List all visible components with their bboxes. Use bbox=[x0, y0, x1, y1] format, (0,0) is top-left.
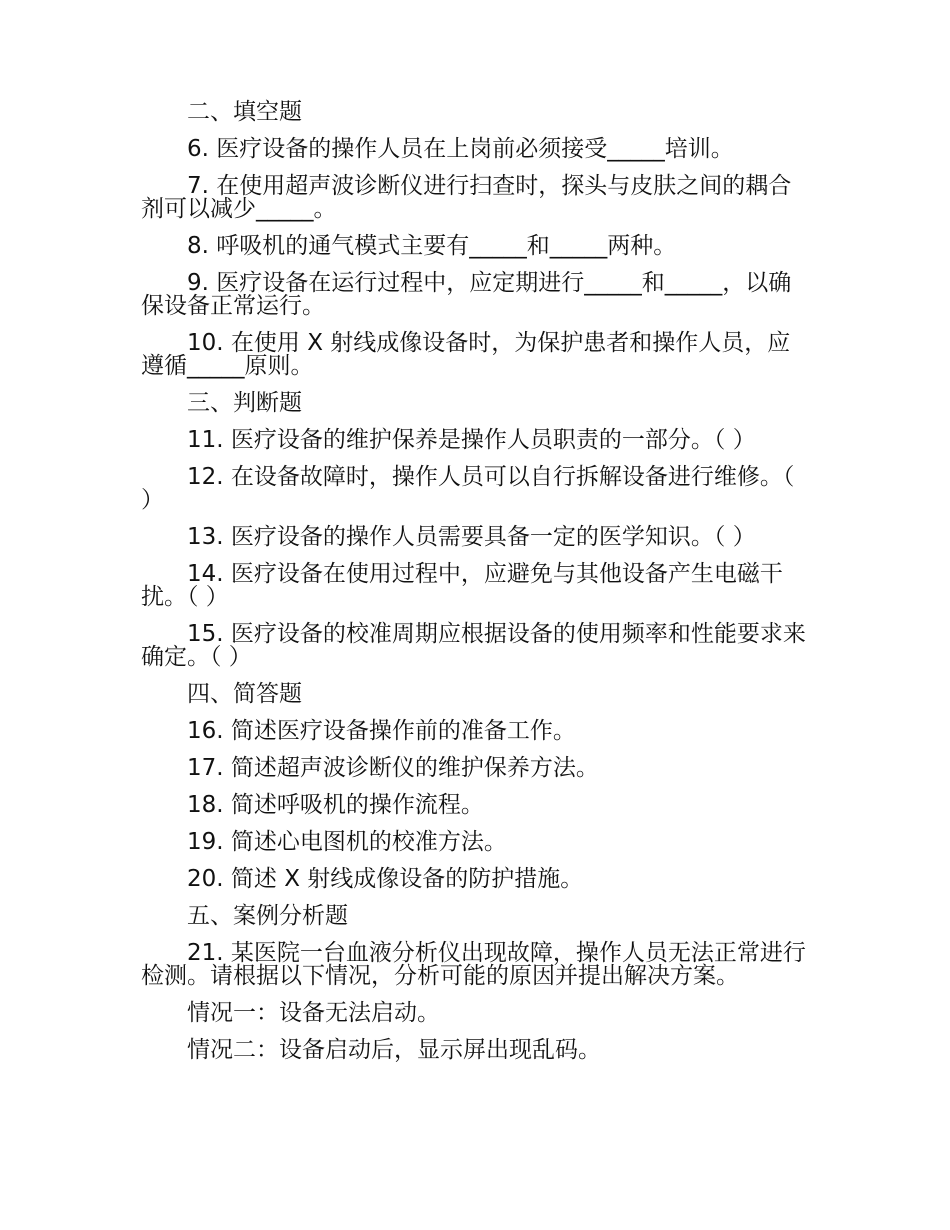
question-12: 12. 在设备故障时，操作人员可以自行拆解设备进行维修。（ ） bbox=[141, 464, 795, 513]
question-6: 6. 医疗设备的操作人员在上岗前必须接受_____培训。 bbox=[187, 136, 734, 162]
case-situation-2: 情况二：设备启动后，显示屏出现乱码。 bbox=[187, 1037, 601, 1063]
question-21: 21. 某医院一台血液分析仪出现故障，操作人员无法正常进行检测。请根据以下情况，分析可能的原因并提出解决方案。 bbox=[141, 940, 806, 989]
question-16: 16. 简述医疗设备操作前的准备工作。 bbox=[187, 718, 576, 744]
question-7: 7. 在使用超声波诊断仪进行扫查时，探头与皮肤之间的耦合剂可以减少_____。 bbox=[141, 173, 792, 222]
section-heading-short-answer: 四、简答题 bbox=[187, 681, 302, 707]
question-8: 8. 呼吸机的通气模式主要有_____和_____两种。 bbox=[187, 233, 677, 259]
question-17: 17. 简述超声波诊断仪的维护保养方法。 bbox=[187, 755, 599, 781]
question-15: 15. 医疗设备的校准周期应根据设备的使用频率和性能要求来确定。（ ） bbox=[141, 621, 806, 670]
section-heading-fill-in-blank: 二、填空题 bbox=[187, 99, 302, 125]
question-13: 13. 医疗设备的操作人员需要具备一定的医学知识。（ ） bbox=[187, 524, 756, 550]
document-body bbox=[141, 101, 811, 1076]
question-19: 19. 简述心电图机的校准方法。 bbox=[187, 829, 507, 855]
case-situation-1: 情况一：设备无法启动。 bbox=[187, 1000, 440, 1026]
section-heading-true-false: 三、判断题 bbox=[187, 390, 302, 416]
question-9: 9. 医疗设备在运行过程中，应定期进行_____和_____，以确保设备正常运行。 bbox=[141, 270, 792, 319]
question-10: 10. 在使用 X 射线成像设备时，为保护患者和操作人员，应遵循_____原则。 bbox=[141, 330, 791, 379]
question-11: 11. 医疗设备的维护保养是操作人员职责的一部分。（ ） bbox=[187, 427, 756, 453]
section-heading-case-analysis: 五、案例分析题 bbox=[187, 903, 348, 929]
question-20: 20. 简述 X 射线成像设备的防护措施。 bbox=[187, 866, 584, 892]
question-18: 18. 简述呼吸机的操作流程。 bbox=[187, 792, 484, 818]
question-14: 14. 医疗设备在使用过程中，应避免与其他设备产生电磁干扰。（ ） bbox=[141, 561, 783, 610]
